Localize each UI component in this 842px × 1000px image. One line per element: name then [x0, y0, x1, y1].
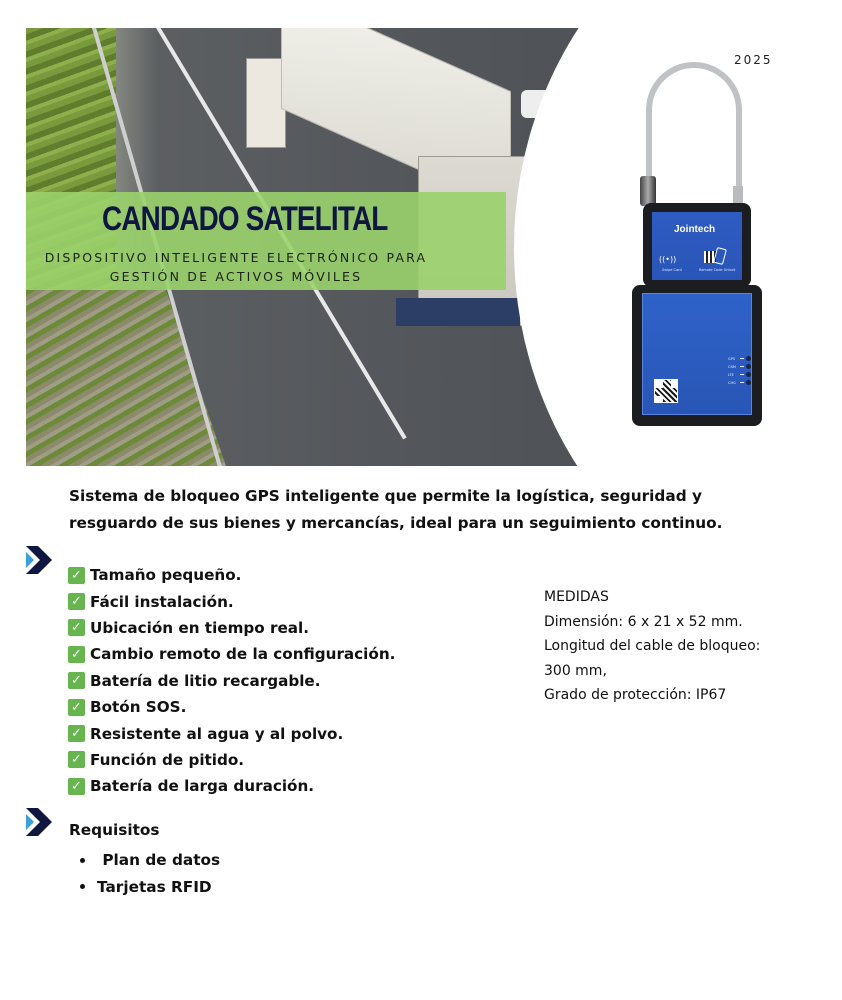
hero-image	[26, 28, 626, 466]
check-icon: ✓	[68, 751, 85, 768]
rfid-icon: ((•))	[659, 255, 677, 264]
feature-item: ✓ Batería de larga duración.	[68, 773, 395, 799]
requirement-item: Tarjetas RFID	[80, 874, 220, 901]
bullet-icon	[80, 884, 85, 889]
feature-item: ✓ Batería de litio recargable.	[68, 668, 395, 694]
remote-unlock-label: Remote Code Unlock	[699, 268, 736, 272]
specs-block	[544, 585, 760, 708]
check-icon: ✓	[68, 778, 85, 795]
requirements-heading: Requisitos	[69, 821, 160, 839]
led-icon	[746, 372, 751, 377]
feature-item: ✓ Resistente al agua y al polvo.	[68, 720, 395, 746]
swipe-card-label: Swipe Card	[662, 268, 682, 272]
check-icon: ✓	[68, 725, 85, 742]
truck-cab	[246, 58, 286, 148]
led-gps: GPS	[728, 356, 751, 361]
truck-bumper	[396, 298, 520, 326]
check-icon: ✓	[68, 567, 85, 584]
qr-code-icon	[654, 379, 678, 403]
led-lte: LTE	[728, 372, 751, 377]
requirements-list	[80, 847, 220, 900]
led-gsm: GSM	[728, 364, 751, 369]
feature-item: ✓ Ubicación en tiempo real.	[68, 615, 395, 641]
requirement-item: Plan de datos	[80, 847, 220, 874]
led-icon	[746, 356, 751, 361]
lock-cable	[646, 62, 742, 212]
feature-item: ✓ Fácil instalación.	[68, 588, 395, 614]
spec-line: Grado de protección: IP67	[544, 687, 727, 703]
intro-paragraph: Sistema de bloqueo GPS inteligente que permite la logística, seguridad y resguardo de sus bienes y mercancías, ideal para un seguimiento continuo.	[69, 487, 723, 532]
spec-line: 300 mm,	[544, 662, 607, 679]
specs-heading: MEDIDAS	[544, 589, 609, 605]
page-subtitle	[26, 248, 446, 286]
check-icon: ✓	[68, 646, 85, 663]
check-icon: ✓	[68, 593, 85, 610]
year-label: 2025	[734, 53, 773, 67]
spec-line: Dimensión: 6 x 21 x 52 mm.	[544, 613, 743, 630]
cable-nut	[640, 176, 656, 206]
feature-item: ✓ Botón SOS.	[68, 694, 395, 720]
bullet-icon	[80, 858, 85, 863]
check-icon: ✓	[68, 672, 85, 689]
spec-line: Longitud del cable de bloqueo:	[544, 638, 761, 654]
check-icon: ✓	[68, 619, 85, 636]
subtitle-line-2: GESTIÓN DE ACTIVOS MÓVILES	[109, 269, 363, 284]
led-chg: CHG	[728, 380, 751, 385]
check-icon: ✓	[68, 699, 85, 716]
led-icon	[746, 380, 751, 385]
chevron-right-icon	[26, 808, 52, 836]
feature-list	[68, 562, 395, 800]
page-title: CANDADO SATELITAL	[102, 200, 388, 238]
chevron-right-icon	[26, 546, 52, 574]
subtitle-line-1: DISPOSITIVO INTELIGENTE ELECTRÓNICO PARA	[44, 250, 428, 265]
device-brand: Jointech	[674, 224, 716, 235]
led-icon	[746, 364, 751, 369]
feature-item: ✓ Cambio remoto de la configuración.	[68, 641, 395, 667]
feature-item: ✓ Función de pitido.	[68, 747, 395, 773]
feature-item: ✓ Tamaño pequeño.	[68, 562, 395, 588]
